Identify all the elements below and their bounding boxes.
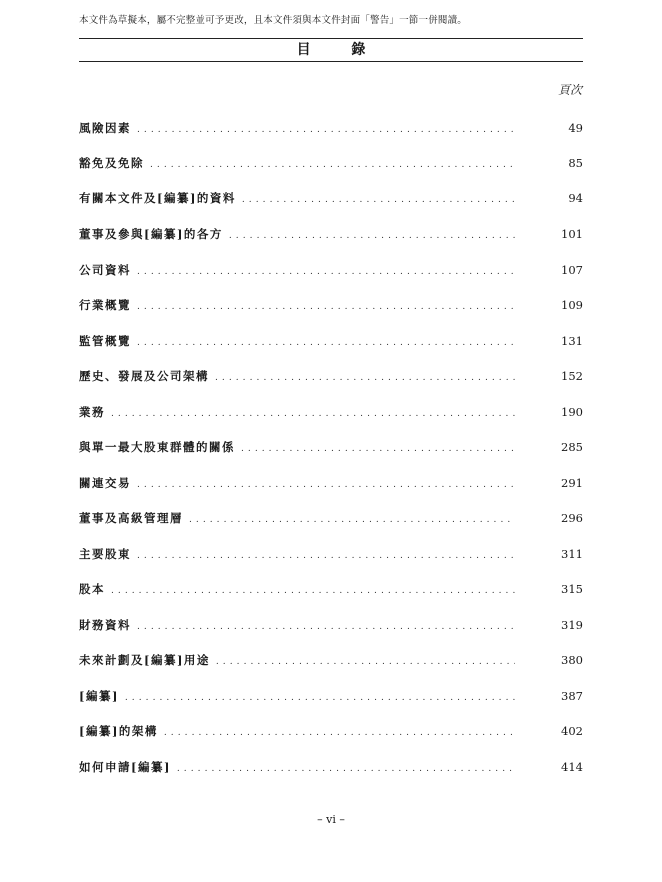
toc-dot-leader <box>164 728 515 738</box>
toc-entry-page: 319 <box>561 618 583 632</box>
toc-entry-title: 有關本文件及[編纂]的資料 <box>79 191 236 205</box>
toc-entry[interactable] <box>79 723 583 739</box>
toc-entry-title: 股本 <box>79 582 105 596</box>
toc-entry-title: 如何申請[編纂] <box>79 760 171 774</box>
toc-entry[interactable] <box>79 190 583 206</box>
toc-entry-page: 291 <box>561 476 583 490</box>
toc-entry-page: 414 <box>561 760 583 774</box>
toc-entry[interactable] <box>79 333 583 349</box>
toc-entry-title: 關連交易 <box>79 476 131 490</box>
toc-entry-page: 131 <box>561 334 583 348</box>
toc-entry-title: 公司資料 <box>79 263 131 277</box>
toc-entry-title: 與單一最大股東群體的關係 <box>79 440 235 454</box>
toc-entry-page: 101 <box>561 227 583 241</box>
toc-entry-page: 107 <box>561 263 583 277</box>
toc-dot-leader <box>137 338 515 348</box>
toc-entry[interactable] <box>79 759 583 775</box>
toc-dot-leader <box>137 302 515 312</box>
toc-entry-title: 主要股東 <box>79 547 131 561</box>
toc-entry[interactable] <box>79 617 583 633</box>
page-number-footer: – vi – <box>317 813 345 826</box>
page-column-label: 頁次 <box>557 83 582 97</box>
toc-entry-title: 董事及參與[編纂]的各方 <box>79 227 223 241</box>
toc-entry-page: 285 <box>561 440 583 454</box>
toc-entry[interactable] <box>79 475 583 491</box>
toc-entry-title: 董事及高級管理層 <box>79 511 183 525</box>
toc-entry-page: 311 <box>561 547 583 561</box>
toc-entry-page: 296 <box>561 511 583 525</box>
toc-entry-title: 監管概覽 <box>79 334 131 348</box>
toc-entry[interactable] <box>79 226 583 242</box>
toc-dot-leader <box>241 444 515 454</box>
toc-dot-leader <box>215 373 515 383</box>
toc-entry-title: 未來計劃及[編纂]用途 <box>79 653 210 667</box>
toc-entry[interactable] <box>79 510 583 526</box>
toc-dot-leader <box>216 657 515 667</box>
toc-entry[interactable] <box>79 262 583 278</box>
toc-dot-leader <box>137 480 515 490</box>
toc-entry[interactable] <box>79 155 583 171</box>
draft-warning-header: 本文件為草擬本，屬不完整並可予更改，且本文件須與本文件封面「警告」一節一併閱讀。 <box>79 15 468 26</box>
toc-entry[interactable] <box>79 652 583 668</box>
toc-dot-leader <box>242 195 515 205</box>
toc-entry[interactable] <box>79 404 583 420</box>
toc-dot-leader <box>137 622 515 632</box>
toc-entry-title: 財務資料 <box>79 618 131 632</box>
toc-dot-leader <box>125 693 515 703</box>
toc-entry-title: [編纂] <box>79 689 119 703</box>
toc-entry-title: 豁免及免除 <box>79 156 144 170</box>
toc-dot-leader <box>137 267 515 277</box>
toc-entry-page: 402 <box>561 724 583 738</box>
toc-dot-leader <box>111 586 515 596</box>
toc-entry-page: 387 <box>561 689 583 703</box>
toc-entry[interactable] <box>79 546 583 562</box>
page-title: 目 錄 <box>296 42 384 58</box>
toc-entry[interactable] <box>79 368 583 384</box>
toc-title-bar <box>79 38 583 62</box>
toc-entry[interactable] <box>79 297 583 313</box>
toc-dot-leader <box>150 160 515 170</box>
toc-entry-page: 190 <box>561 405 583 419</box>
toc-entry[interactable] <box>79 439 583 455</box>
toc-entry-title: [編纂]的架構 <box>79 724 158 738</box>
toc-entry-page: 85 <box>568 156 583 170</box>
toc-dot-leader <box>229 231 515 241</box>
toc-entry[interactable] <box>79 581 583 597</box>
toc-entry-title: 歷史、發展及公司架構 <box>79 369 209 383</box>
toc-entry-page: 109 <box>561 298 583 312</box>
toc-dot-leader <box>137 125 515 135</box>
toc-entry-page: 49 <box>568 121 583 135</box>
toc-entry-page: 152 <box>561 369 583 383</box>
toc-dot-leader <box>189 515 515 525</box>
toc-entry[interactable] <box>79 688 583 704</box>
toc-dot-leader <box>177 764 515 774</box>
toc-dot-leader <box>111 409 515 419</box>
toc-entry-page: 315 <box>561 582 583 596</box>
toc-entry[interactable] <box>79 120 583 136</box>
toc-entry-title: 業務 <box>79 405 105 419</box>
toc-dot-leader <box>137 551 515 561</box>
toc-entry-page: 94 <box>568 191 583 205</box>
toc-entry-page: 380 <box>561 653 583 667</box>
toc-entry-title: 風險因素 <box>79 121 131 135</box>
toc-entry-title: 行業概覽 <box>79 298 131 312</box>
